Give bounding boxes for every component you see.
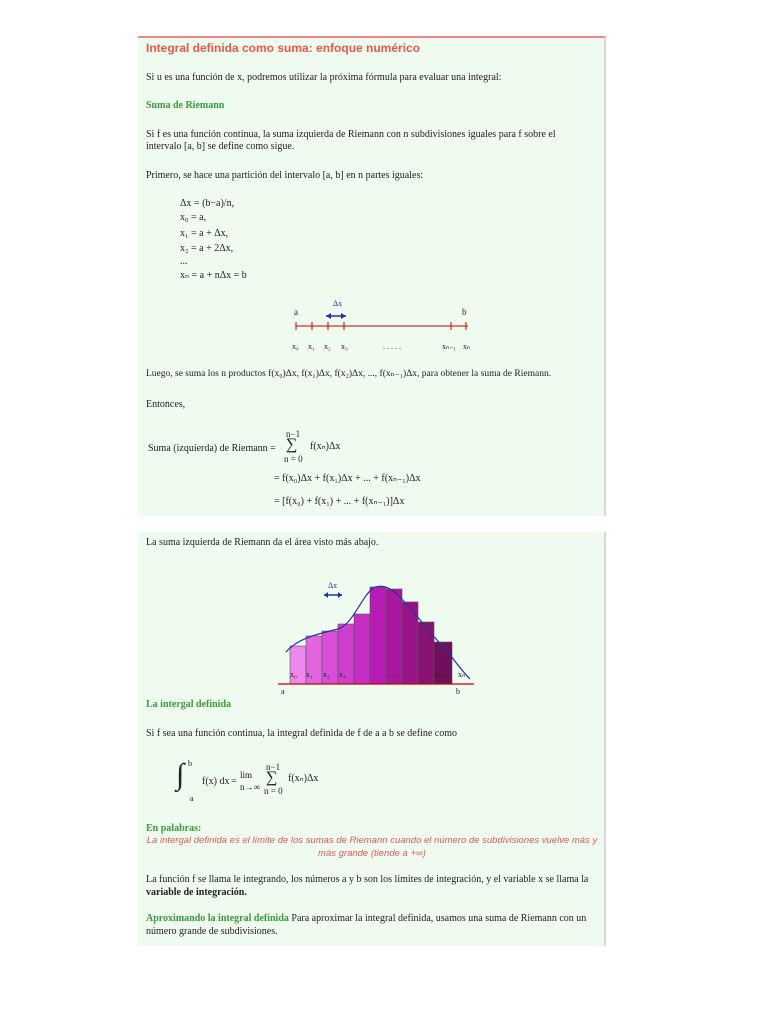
approx-heading: Aproximando la integral definida — [146, 913, 289, 924]
partition-axis-diagram — [286, 296, 486, 356]
integral-lower-limit: a — [190, 794, 194, 803]
integral-sign: ∫ — [176, 758, 185, 791]
graph-tick-xn: xₙ — [458, 670, 466, 679]
approx-text: Para aproximar la integral definida, usamos una suma de Riemann con un — [288, 913, 587, 924]
integral-definition-line: Si f sea una función continua, la integral definida de f de a a b se define como — [146, 728, 457, 739]
tick-label-x2: x₂ — [324, 342, 331, 351]
sigma-upper-limit: n−1 — [266, 762, 281, 772]
graph-tick-x3: x₃ — [339, 670, 346, 679]
sum-sigma: ∑ — [286, 436, 298, 453]
graph-tick-x1: x₁ — [306, 670, 313, 679]
dx-arrow-right-head — [341, 313, 346, 319]
sigma-lower-limit: n = 0 — [264, 786, 283, 796]
riemann-area-graph — [278, 554, 478, 696]
xn-equation: xₙ = a + nΔx = b — [180, 270, 247, 281]
intro-text: Si u es una función de x, podremos utilizar la próxima fórmula para evaluar una integral: — [146, 72, 502, 83]
riemann-heading: Suma de Riemann — [146, 100, 225, 111]
graph-tick-x0: x₀ — [290, 670, 297, 679]
entonces-text: Entonces, — [146, 399, 186, 410]
graph-dx-right-head — [338, 592, 342, 598]
delta-x-equation: Δx = (b−a)/n, — [180, 198, 235, 209]
function-line-1: La función f se llama le integrando, los números a y b son los límites de integración, y el variable x se llama la — [146, 874, 589, 885]
dx-arrow-left-head — [326, 313, 331, 319]
limit-subscript: n→∞ — [240, 782, 260, 792]
graph-tick-xn-1: xₙ₋₁ — [434, 670, 449, 679]
page-title: Integral definida como suma: enfoque numérico — [146, 41, 421, 55]
integrand: f(x) dx — [202, 776, 230, 787]
tick-label-xn: xₙ — [463, 342, 471, 351]
graph-label-b: b — [456, 687, 460, 696]
function-line-2: variable de integración. — [146, 887, 247, 898]
sum-term: f(xₙ)Δx — [310, 441, 341, 452]
words-heading: En palabras: — [146, 823, 202, 834]
sum-expanded-line: = f(x₀)Δx + f(x₁)Δx + ... + f(xₙ₋₁)Δx — [274, 473, 421, 484]
tick-label-x0: x₀ — [292, 342, 299, 351]
tick-label-x3: x₃ — [341, 342, 348, 351]
graph-label-dx: Δx — [328, 581, 338, 590]
integral-upper-limit: b — [188, 759, 192, 768]
sigma-term: f(xₙ)Δx — [288, 773, 319, 784]
sum-label: Suma (izquierda) de Riemann = — [148, 443, 276, 454]
axis-label-a: a — [294, 307, 298, 317]
x1-equation: x₁ = a + Δx, — [180, 228, 229, 239]
graph-tick-dots: . . . . . — [380, 670, 398, 679]
approx-paragraph — [146, 913, 586, 924]
definition-line-1: Si f es una función continua, la suma izquierda de Riemann con n subdivisiones iguales para f sobre el — [146, 129, 556, 140]
sum-upper-limit: n−1 — [286, 429, 301, 439]
tick-label-x1: x₁ — [308, 342, 315, 351]
sigma-symbol: ∑ — [266, 769, 278, 786]
x2-equation: x₂ = a + 2Δx, — [180, 243, 234, 254]
area-line: La suma izquierda de Riemann da el área visto más abajo. — [146, 537, 379, 548]
axis-label-b: b — [462, 307, 467, 317]
graph-tick-x2: x₂ — [323, 670, 330, 679]
axis-label-dx: Δx — [333, 299, 343, 308]
sum-lower-limit: n = 0 — [284, 454, 303, 464]
partition-line: Primero, se hace una partición del intervalo [a, b] en n partes iguales: — [146, 170, 424, 181]
graph-label-a: a — [281, 687, 285, 696]
sum-factored-line: = [f(x₀) + f(x₁) + ... + f(xₙ₋₁)]Δx — [274, 496, 405, 507]
definite-integral-panel — [138, 532, 606, 946]
graph-tick-labels — [288, 670, 478, 684]
integral-heading: La intergal definida — [146, 699, 232, 710]
words-explanation: La intergal definida es el límite de los sumas de Riemann cuando el número de subdivisiones vuelve más y más grande (tiende a +∞) — [146, 835, 598, 859]
graph-dx-left-head — [324, 592, 328, 598]
ellipsis: ... — [180, 256, 188, 267]
limit-label: lim — [240, 770, 253, 780]
equals-sign: = — [231, 776, 237, 787]
riemann-sum-panel — [138, 36, 606, 516]
products-line: Luego, se suma los n productos f(x₀)Δx, f(x₁)Δx, f(x₂)Δx, ..., f(xₙ₋₁)Δx, para obtener la suma de Riemann. — [146, 369, 552, 379]
x0-equation: x₀ = a, — [180, 212, 207, 223]
tick-label-dots: . . . . . — [383, 342, 401, 351]
tick-label-xn-1: xₙ₋₁ — [442, 342, 457, 351]
approx-line-2: número grande de subdivisiones. — [146, 926, 278, 937]
definition-line-2: intervalo [a, b] se define como sigue. — [146, 141, 295, 152]
